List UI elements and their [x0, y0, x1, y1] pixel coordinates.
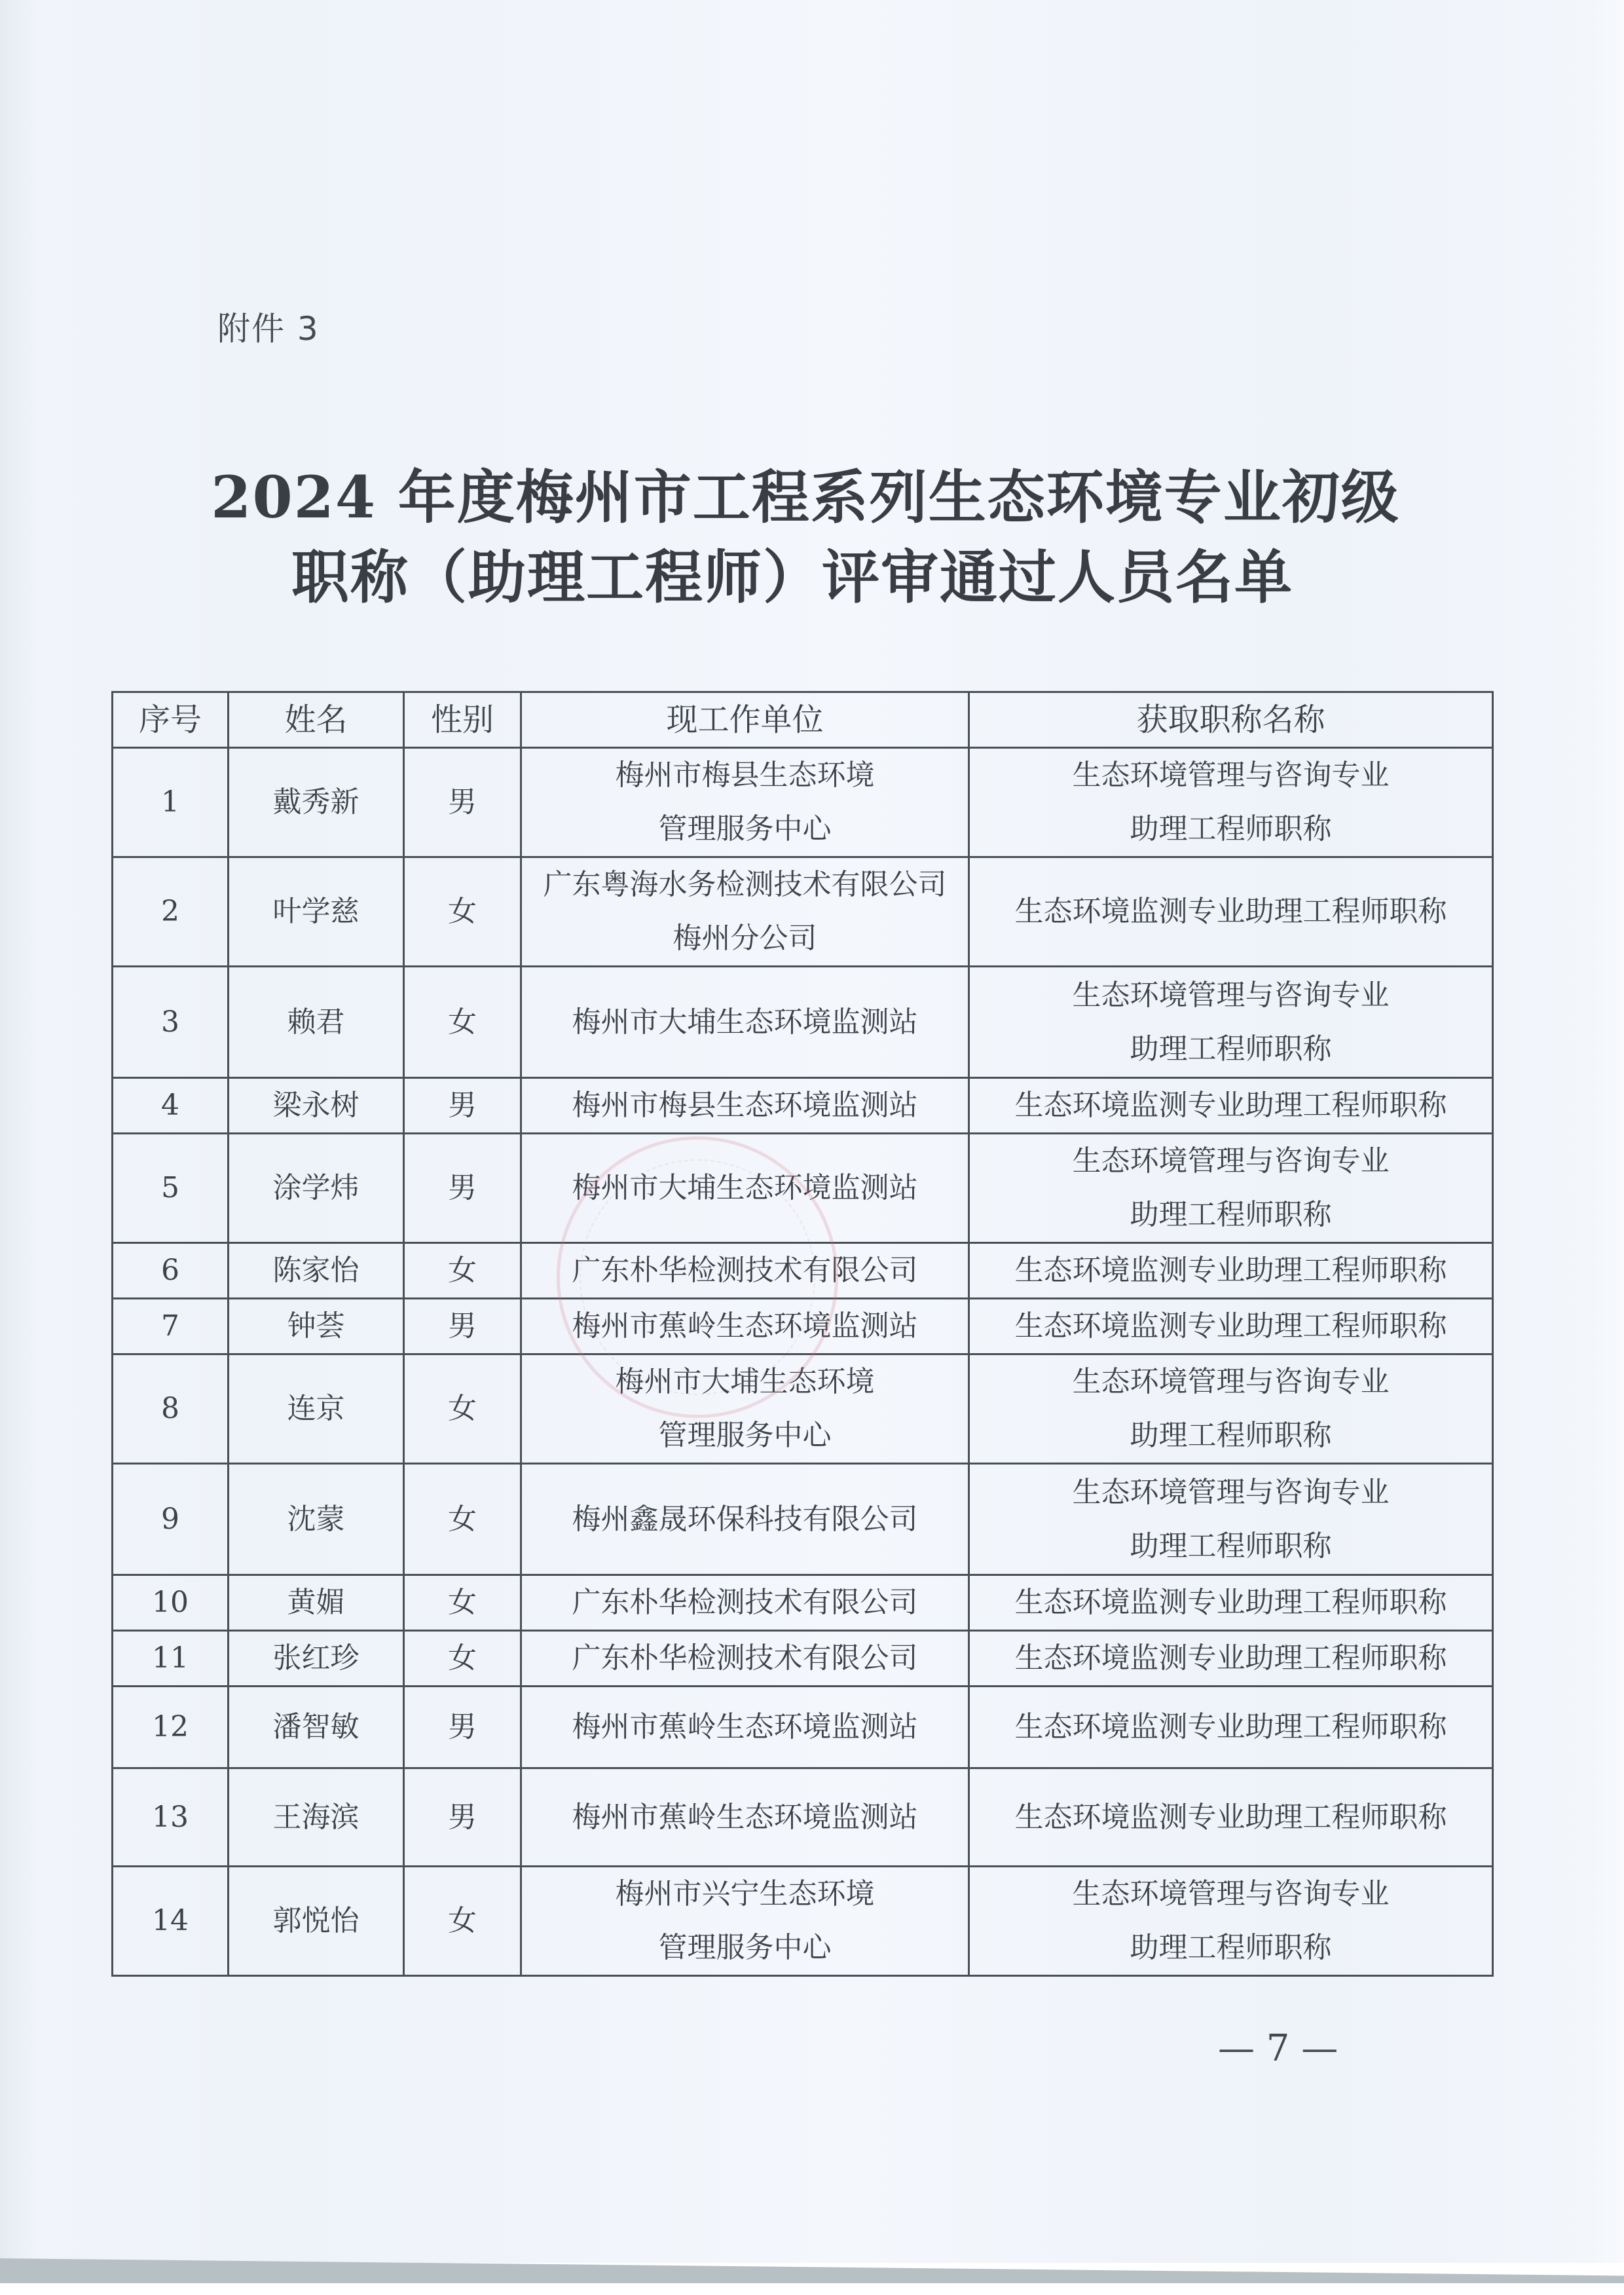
title-line: 生态环境管理与咨询专业: [1072, 1475, 1390, 1509]
title-line: 生态环境监测专业助理工程师职称: [1014, 1254, 1447, 1287]
cell-title-obtained: [969, 1299, 1493, 1354]
cell-name: 郭悦怡: [229, 1867, 404, 1976]
cell-index: 4: [113, 1078, 229, 1134]
work-unit-line: 广东粤海水务检测技术有限公司: [543, 868, 947, 901]
table-row: [113, 1687, 1493, 1768]
header-title-obtained: 获取职称名称: [969, 692, 1493, 748]
table-row: [113, 967, 1493, 1078]
cell-gender: 女: [404, 1243, 521, 1299]
work-unit-line: 梅州市梅县生态环境: [615, 758, 875, 792]
cell-name: 沈蒙: [229, 1464, 404, 1575]
cell-title-obtained: [969, 1687, 1493, 1768]
cell-work-unit: [521, 748, 969, 857]
cell-gender: 女: [404, 1631, 521, 1687]
cell-gender: 男: [404, 748, 521, 857]
title-line: 生态环境监测专业助理工程师职称: [1014, 1800, 1447, 1834]
cell-gender: 女: [404, 1354, 521, 1464]
cell-name: 赖君: [229, 967, 404, 1078]
table-row: [113, 1299, 1493, 1354]
title-line: 助理工程师职称: [1130, 1032, 1332, 1066]
cell-index: 7: [113, 1299, 229, 1354]
title-line: 生态环境监测专业助理工程师职称: [1014, 1586, 1447, 1619]
title-line: 生态环境监测专业助理工程师职称: [1014, 895, 1447, 928]
work-unit-line: 管理服务中心: [658, 812, 832, 846]
cell-title-obtained: [969, 748, 1493, 857]
cell-work-unit: [521, 1575, 969, 1631]
cell-title-obtained: [969, 1464, 1493, 1575]
cell-work-unit: [521, 967, 969, 1078]
table-row: [113, 1354, 1493, 1464]
table-row: [113, 1768, 1493, 1867]
title-line: 生态环境管理与咨询专业: [1072, 1144, 1390, 1178]
work-unit-line: 梅州市蕉岭生态环境监测站: [572, 1800, 918, 1834]
cell-name: 黄媚: [229, 1575, 404, 1631]
cell-name: 陈家怡: [229, 1243, 404, 1299]
work-unit-line: 管理服务中心: [658, 1931, 832, 1964]
cell-title-obtained: [969, 1134, 1493, 1243]
title-line: 生态环境管理与咨询专业: [1072, 1877, 1390, 1911]
cell-gender: 女: [404, 1464, 521, 1575]
cell-index: 14: [113, 1867, 229, 1976]
attachment-label: 附件 3: [217, 310, 320, 348]
cell-index: 3: [113, 967, 229, 1078]
work-unit-line: 管理服务中心: [658, 1419, 832, 1452]
cell-work-unit: [521, 1243, 969, 1299]
table-row: [113, 1631, 1493, 1687]
cell-name: 戴秀新: [229, 748, 404, 857]
title-line: 生态环境监测专业助理工程师职称: [1014, 1089, 1447, 1122]
cell-gender: 男: [404, 1299, 521, 1354]
cell-work-unit: [521, 1299, 969, 1354]
cell-index: 2: [113, 857, 229, 967]
cell-work-unit: [521, 1687, 969, 1768]
work-unit-line: 梅州市大埔生态环境监测站: [572, 1171, 918, 1204]
work-unit-line: 梅州市大埔生态环境: [615, 1365, 875, 1398]
cell-gender: 男: [404, 1687, 521, 1768]
title-line: 生态环境管理与咨询专业: [1072, 1365, 1390, 1398]
cell-title-obtained: [969, 1575, 1493, 1631]
cell-gender: 女: [404, 1575, 521, 1631]
cell-title-obtained: [969, 1768, 1493, 1867]
document-title-line2: 职称（助理工程师）评审通过人员名单: [291, 543, 1293, 611]
table-header-row: [113, 692, 1493, 748]
cell-index: 13: [113, 1768, 229, 1867]
title-line: 助理工程师职称: [1130, 1419, 1332, 1452]
cell-name: 张红珍: [229, 1631, 404, 1687]
header-work-unit: 现工作单位: [521, 692, 969, 748]
title-line: 助理工程师职称: [1130, 812, 1332, 846]
cell-name: 王海滨: [229, 1768, 404, 1867]
cell-name: 连京: [229, 1354, 404, 1464]
cell-name: 叶学慈: [229, 857, 404, 967]
cell-title-obtained: [969, 1243, 1493, 1299]
cell-work-unit: [521, 1464, 969, 1575]
table-row: [113, 1575, 1493, 1631]
work-unit-line: 梅州市蕉岭生态环境监测站: [572, 1710, 918, 1744]
cell-index: 9: [113, 1464, 229, 1575]
cell-work-unit: [521, 1134, 969, 1243]
cell-gender: 女: [404, 1867, 521, 1976]
cell-gender: 女: [404, 967, 521, 1078]
cell-title-obtained: [969, 857, 1493, 967]
cell-index: 1: [113, 748, 229, 857]
cell-title-obtained: [969, 1867, 1493, 1976]
cell-name: 梁永树: [229, 1078, 404, 1134]
cell-work-unit: [521, 1631, 969, 1687]
work-unit-line: 梅州分公司: [673, 922, 817, 955]
table-row: [113, 1243, 1493, 1299]
table-row: [113, 857, 1493, 967]
table-row: [113, 1078, 1493, 1134]
table-row: [113, 1464, 1493, 1575]
cell-name: 潘智敏: [229, 1687, 404, 1768]
page-number: — 7 —: [1218, 2027, 1338, 2070]
title-line: 助理工程师职称: [1130, 1931, 1332, 1964]
title-line: 生态环境管理与咨询专业: [1072, 978, 1390, 1012]
header-index: 序号: [113, 692, 229, 748]
cell-index: 11: [113, 1631, 229, 1687]
cell-index: 6: [113, 1243, 229, 1299]
cell-title-obtained: [969, 1078, 1493, 1134]
cell-work-unit: [521, 1078, 969, 1134]
cell-gender: 男: [404, 1768, 521, 1867]
cell-name: 涂学炜: [229, 1134, 404, 1243]
table-row: [113, 1867, 1493, 1976]
cell-name: 钟荟: [229, 1299, 404, 1354]
table-body: [113, 748, 1493, 1976]
work-unit-line: 广东朴华检测技术有限公司: [572, 1641, 918, 1675]
header-gender: 性别: [404, 692, 521, 748]
cell-title-obtained: [969, 1631, 1493, 1687]
cell-work-unit: [521, 1768, 969, 1867]
title-line: 生态环境管理与咨询专业: [1072, 758, 1390, 792]
table-row: [113, 1134, 1493, 1243]
work-unit-line: 梅州市梅县生态环境监测站: [572, 1089, 918, 1122]
cell-work-unit: [521, 1867, 969, 1976]
work-unit-line: 广东朴华检测技术有限公司: [572, 1254, 918, 1287]
work-unit-line: 广东朴华检测技术有限公司: [572, 1586, 918, 1619]
cell-index: 12: [113, 1687, 229, 1768]
cell-gender: 男: [404, 1078, 521, 1134]
cell-gender: 女: [404, 857, 521, 967]
work-unit-line: 梅州市蕉岭生态环境监测站: [572, 1309, 918, 1343]
cell-work-unit: [521, 1354, 969, 1464]
title-line: 生态环境监测专业助理工程师职称: [1014, 1710, 1447, 1744]
title-line: 生态环境监测专业助理工程师职称: [1014, 1641, 1447, 1675]
work-unit-line: 梅州市兴宁生态环境: [615, 1877, 875, 1911]
cell-index: 8: [113, 1354, 229, 1464]
title-line: 助理工程师职称: [1130, 1198, 1332, 1231]
title-line: 生态环境监测专业助理工程师职称: [1014, 1309, 1447, 1343]
cell-title-obtained: [969, 967, 1493, 1078]
cell-work-unit: [521, 857, 969, 967]
cell-index: 5: [113, 1134, 229, 1243]
work-unit-line: 梅州鑫晟环保科技有限公司: [572, 1502, 918, 1536]
table-row: [113, 748, 1493, 857]
cell-index: 10: [113, 1575, 229, 1631]
document-title-line1: 2024 年度梅州市工程系列生态环境专业初级: [211, 463, 1400, 531]
cell-gender: 男: [404, 1134, 521, 1243]
title-line: 助理工程师职称: [1130, 1529, 1332, 1563]
cell-title-obtained: [969, 1354, 1493, 1464]
work-unit-line: 梅州市大埔生态环境监测站: [572, 1005, 918, 1039]
personnel-table: [111, 691, 1494, 1977]
header-name: 姓名: [229, 692, 404, 748]
